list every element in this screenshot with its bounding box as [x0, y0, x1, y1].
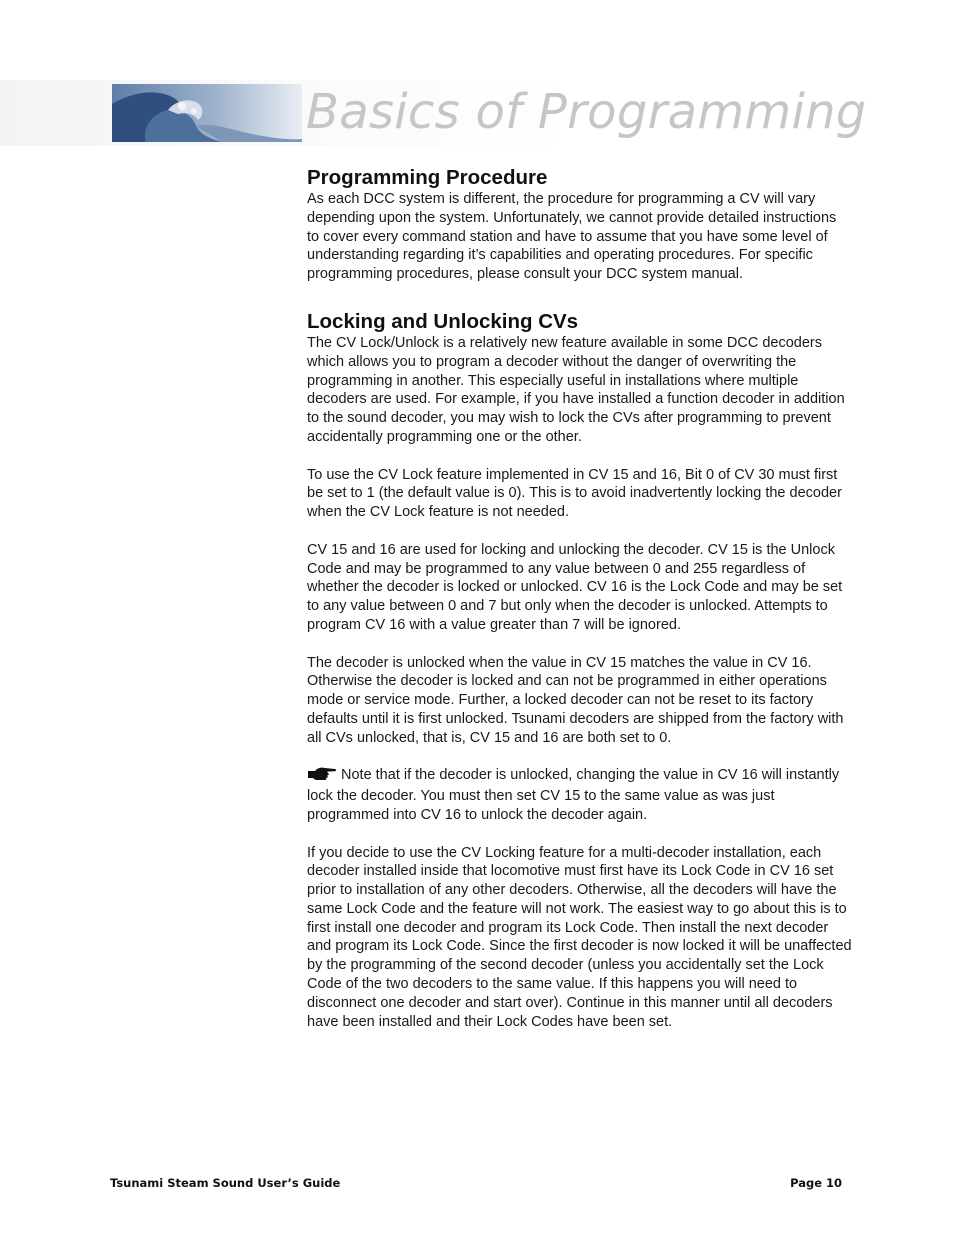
paragraph: CV 15 and 16 are used for locking and unlocking the decoder. CV 15 is the Unlock Code and may be programmed to any value between 0 and 255 regardless of whether the decoder is locked or unlocked. CV 16 is the Lock Code and may be set to any value between 0 and 7 but only when the decoder is unlocked. Attempts to program CV 16 with a value greater than 7 will be ignored. — [307, 541, 843, 633]
section-spacer — [307, 284, 852, 310]
main-content — [307, 166, 852, 1031]
pointing-hand-icon — [307, 767, 337, 787]
footer-page-number: Page 10 — [790, 1176, 842, 1190]
note-text: Note that if the decoder is unlocked, changing the value in CV 16 will instantly lock the decoder. You must then set CV 15 to the same value as was just programmed into CV 16 to unlock the decoder again. — [307, 767, 840, 823]
paragraph: As each DCC system is different, the procedure for programming a CV will vary depending upon the system. Unfortunately, we cannot provide detailed instructions to cover every command station and have to assume that you have some level of understanding regarding it’s capabilities and operating procedures. For specific programming procedures, please consult your DCC system manual. — [307, 191, 837, 283]
paragraph: To use the CV Lock feature implemented in CV 15 and 16, Bit 0 of CV 30 must first be set to 1 (the default value is 0). This is to avoid inadvertently locking the decoder when the CV Lock feature is not needed. — [307, 466, 842, 521]
section-heading-locking-cvs: Locking and Unlocking CVs — [307, 309, 579, 333]
footer-guide-title: Tsunami Steam Sound User’s Guide — [110, 1176, 341, 1190]
paragraph: If you decide to use the CV Locking feature for a multi-decoder installation, each decoder installed inside that locomotive must first have its Lock Code in CV 16 set prior to installation of any other decoders. Otherwise, all the decoders will have the same Lock Code and the feature will not work. The easiest way to go about this is to first install one decoder and program its Lock Code. Then install the next decoder and program its Lock Code. Since the first decoder is now locked it will be unaffected by the programming of the second decoder (unless you accidentally set the Lock Code of the two decoders to the same value. If this happens you will need to disconnect one decoder and start over). Continue in this manner until all decoders have been installed and their Lock Codes have been set. — [307, 844, 852, 1030]
ocean-wave-image — [112, 84, 302, 142]
section-heading-programming-procedure: Programming Procedure — [307, 166, 548, 189]
page-title: Basics of Programming — [306, 84, 867, 140]
note-paragraph — [307, 766, 852, 824]
paragraph: The CV Lock/Unlock is a relatively new feature available in some DCC decoders which allows you to program a decoder without the danger of overwriting the programming in another. This especially useful in installations where multiple decoders are used. For example, if you have installed a function decoder in addition to the sound decoder, you may wish to lock the CVs after programming to prevent accidentally programming one or the other. — [307, 334, 845, 445]
paragraph: The decoder is unlocked when the value in CV 15 matches the value in CV 16. Otherwise the decoder is locked and can not be programmed in either operations mode or service mode. Further, a locked decoder can not be reset to its factory defaults until it is first unlocked. Tsunami decoders are shipped from the factory with all CVs unlocked, that is, CV 15 and 16 are both set to 0. — [307, 654, 844, 746]
